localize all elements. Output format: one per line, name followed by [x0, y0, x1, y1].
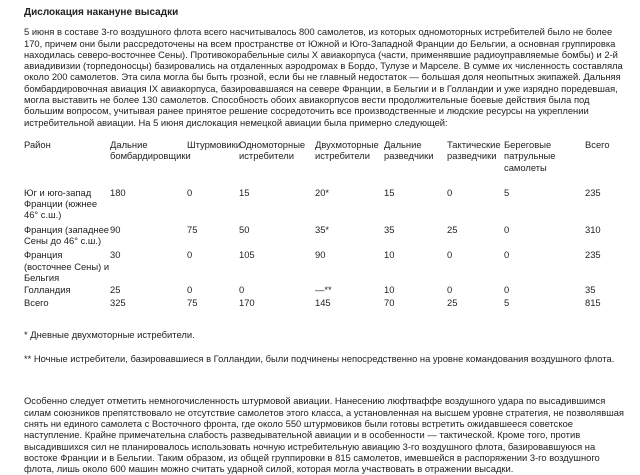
- table-cell: 30: [110, 249, 121, 261]
- table-cell: 90: [315, 249, 326, 261]
- table-cell: 0: [447, 249, 453, 261]
- header-cell: Всего: [585, 138, 610, 150]
- table-cell: 35: [384, 223, 395, 235]
- header-cell: Тактические разведчики: [447, 138, 501, 162]
- table-cell: 5: [504, 296, 510, 308]
- table-cell: 0: [504, 249, 510, 261]
- table-cell: 10: [384, 249, 395, 261]
- table-cell: —**: [315, 284, 332, 296]
- table-total-row: [24, 297, 616, 309]
- intro-paragraph: 5 июня в составе 3-го воздушного флота всего насчитывалось 800 самолетов, из которых одномоторных истребителей было не более 170, причем они были рассредоточены на всем пространстве от Южной и Юго-Западной Франции до Бельгии, а основная группировка находилась северо-восточнее Сены). Противокорабельные силы X авиакорпуса (части, применявшие радиоуправляемые бомбы) и 2-й авиадивизии (торпедоносцы) базировались на отдаленных аэродромах в Бордо, Тулузе и Марселе. В сумме их численность составляла около 200 самолетов. Эта сила могла бы быть грозной, если бы не главный недостаток — большая доля неопытных экипажей. Дальняя бомбардировочная авиация IX авиакорпуса, базировавшаяся на севере Франции, в Бельгии и в Голландии и уже изрядно поредевшая, могла выставить не более 130 самолетов. Способность обоих авиакорпусов вести продолжительные боевые действия была под большим вопросом, учитывая ранее принятое решение сосредоточить все производственные и людские ресурсы на укреплении истребительной авиации. На 5 июня дислокация немецкой авиации была примерно следующей:: [24, 26, 623, 128]
- table-cell: 0: [187, 249, 193, 261]
- header-cell: Двухмоторные истребители: [315, 138, 379, 162]
- table-cell: 105: [239, 249, 255, 261]
- table-cell: 25: [447, 223, 458, 235]
- table-row: [24, 187, 616, 224]
- conclusion-paragraph: Особенно следует отметить немногочисленность штурмовой авиации. Нанесению люфтваффе воздушного удара по высадившимся силам союзников препятствовало не отсутствие самолетов этого класса, а установленная на высшем уровне стратегия, не позволявшая снять ни единого самолета с Восточного фронта, где около 550 штурмовиков были готовы встретить ожидавшееся советское наступление. Крайне примечательна слабость разведывательной авиации и в особенности — тактической. Кроме того, против высадившихся сил не планировалось использовать ночную истребительную авиацию 3-го воздушного флота, базировавшуюся на востоке Франции и в Бельгии. Таким образом, из общей группировки в 815 самолетов, имевшейся в распоряжении 3-го воздушного флота, лишь около 600 машин можно считать ударной силой, которая могла участвовать в отражении высадки.: [24, 395, 625, 475]
- table-cell: 90: [110, 223, 121, 235]
- table-cell: 180: [110, 186, 126, 198]
- table-cell: 145: [315, 296, 331, 308]
- table-cell: Франция (западнее Сены до 46° с.ш.): [24, 223, 110, 247]
- table-cell: 235: [585, 249, 601, 261]
- header-cell: Одномоторные истребители: [239, 138, 306, 162]
- table-header-row: [24, 139, 616, 187]
- table-cell: Франция (восточнее Сены) и Бельгия: [24, 249, 110, 283]
- table-cell: 75: [187, 223, 198, 235]
- table-cell: 0: [187, 186, 193, 198]
- table-cell: 0: [447, 284, 453, 296]
- header-cell: Район: [24, 138, 51, 150]
- footnote-day-fighters: * Дневные двухмоторные истребители.: [24, 328, 195, 340]
- table-cell: 75: [187, 296, 198, 308]
- table-cell: 170: [239, 296, 255, 308]
- table-cell: 50: [239, 223, 250, 235]
- table-cell: 815: [585, 296, 601, 308]
- table-cell: 70: [384, 296, 395, 308]
- footnote-night-fighters: ** Ночные истребители, базировавшиеся в Голландии, были подчинены непосредственно на уровне командования воздушного флота.: [24, 353, 615, 365]
- table-cell: 5: [504, 186, 510, 198]
- table-row: [24, 284, 616, 296]
- table-cell: 0: [187, 284, 193, 296]
- table-cell: 325: [110, 296, 126, 308]
- table-cell: Всего: [24, 296, 49, 308]
- table-cell: 15: [384, 186, 395, 198]
- table-cell: 0: [239, 284, 245, 296]
- header-cell: Дальние разведчики: [384, 138, 434, 162]
- table-cell: 235: [585, 186, 601, 198]
- table-cell: 25: [110, 284, 121, 296]
- table-cell: 35: [585, 284, 596, 296]
- header-cell: Штурмовики: [187, 138, 242, 150]
- table-row: [24, 224, 616, 250]
- article: [24, 7, 628, 475]
- table-cell: 0: [504, 223, 510, 235]
- section-title: Дислокация накануне высадки: [24, 7, 179, 18]
- table-cell: Юг и юго-запад Франции (южнее 46° с.ш.): [24, 186, 98, 221]
- header-cell: Дальние бомбардировщики: [110, 138, 191, 162]
- deployment-table: [24, 139, 616, 309]
- table-cell: 10: [384, 284, 395, 296]
- table-cell: 20*: [315, 186, 330, 198]
- header-cell: Береговые патрульные самолеты: [504, 138, 556, 173]
- table-cell: Голландия: [24, 284, 71, 296]
- table-row: [24, 249, 616, 284]
- table-cell: 35*: [315, 223, 330, 235]
- table-cell: 310: [585, 223, 601, 235]
- table-cell: 15: [239, 186, 250, 198]
- table-cell: 0: [504, 284, 510, 296]
- table-cell: 0: [447, 186, 453, 198]
- table-cell: 25: [447, 296, 458, 308]
